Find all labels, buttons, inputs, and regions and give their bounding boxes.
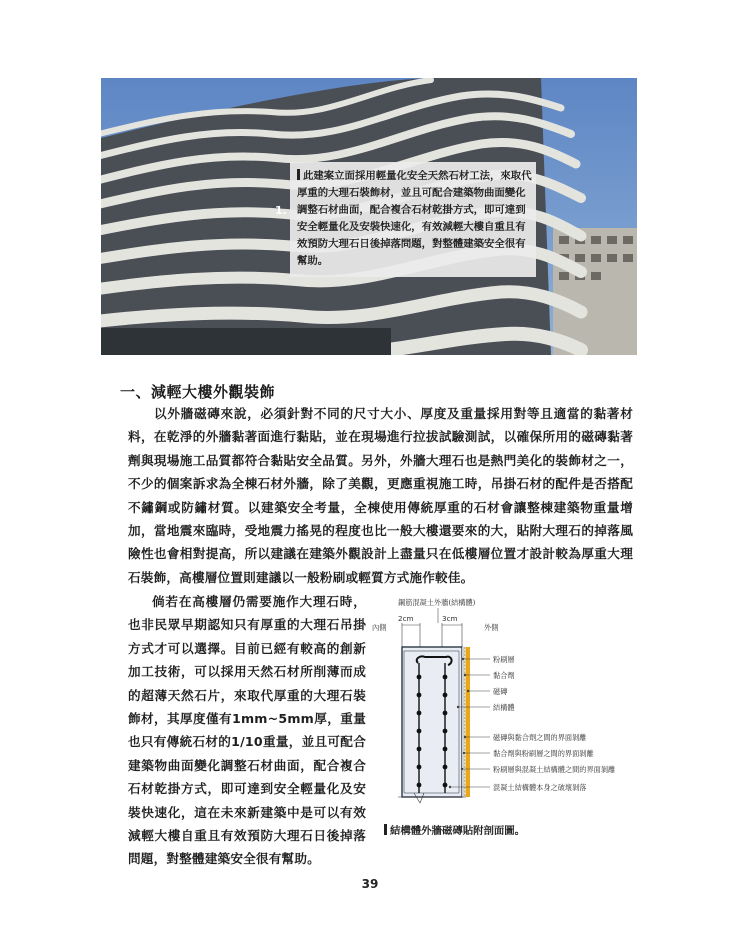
dim-2cm: 2cm xyxy=(398,614,414,623)
dim-3cm: 3cm xyxy=(442,614,458,623)
photo-caption xyxy=(297,168,533,270)
figure-caption-marker xyxy=(384,824,387,835)
figure-caption xyxy=(384,822,525,837)
caption-marker xyxy=(297,169,300,180)
failure-3: 粉刷層與混凝土結構體之間的界面剝離 xyxy=(493,765,616,774)
photo-caption-text: 此建案立面採用輕量化安全天然石材工法，來取代厚重的大理石裝飾材，並且可配合建築物曲面變化調整石材曲面，配合複合石材乾掛方式，即可達到安全輕量化及安裝快速化，有效減輕大樓自重且有效預防大理石日後掉落問題，對整體建築安全很有幫助。 xyxy=(297,170,532,267)
photo-number: 1. xyxy=(275,204,287,217)
paragraph-2: 倘若在高樓層仍需要施作大理石時，也非民眾早期認知只有厚重的大理石吊掛方式才可以選擇。目前已經有較高的創新加工技術，可以採用天然石材所削薄而成的超薄天然石片，來取代厚重的大理石裝飾材，其厚度僅有1mm~5mm厚，重量也只有傳統石材的1/10重量，並且可配合建築物曲面變化調整石材曲面，配合複合石材乾掛方式，即可達到安全輕量化及安裝快速化，這在未來新建築中是可以有效減輕大樓自重且有效預防大理石日後掉落問題，對整體建築安全很有幫助。 xyxy=(128,594,366,867)
failure-1: 磁磚與黏合劑之間的界面剝離 xyxy=(493,733,587,742)
failure-2: 黏合劑與粉刷層之間的界面剝離 xyxy=(493,749,594,758)
page-number: 39 xyxy=(361,877,379,891)
failure-4: 混凝土結構體本身之破壞剝落 xyxy=(493,783,587,792)
wall-section-svg xyxy=(362,597,646,819)
figure-caption-text: 結構體外牆磁磚貼附剖面圖。 xyxy=(390,825,526,837)
label-inner: 內側 xyxy=(372,623,387,632)
wall-section-diagram xyxy=(362,597,646,819)
label-outer: 外側 xyxy=(484,623,499,632)
paragraph-1: 以外牆磁磚來說，必須針對不同的尺寸大小、厚度及重量採用對等且適當的黏著材料，在乾淨的外牆黏著面進行黏貼，並在現場進行拉拔試驗測試，以確保所用的磁磚黏著劑與現場施工品質都符合黏貼安全品質。另外，外牆大理石也是熱門美化的裝飾材之一，不少的個案訴求為全棟石材外牆，除了美觀，更應重視施工時，吊掛石材的配件是否搭配不鏽鋼或防鏽材質。以建築安全考量，全棟使用傳統厚重的石材會讓整棟建築物重量增加，當地震來臨時，受地震力搖晃的程度也比一般大樓還要來的大，貼附大理石的掉落風險性也會相對提高，所以建議在建築外觀設計上盡量只在低樓層位置才設計較為厚重大理石裝飾，高樓層位置則建議以一般粉刷或輕質方式施作較佳。 xyxy=(128,406,633,585)
layer-structure: 結構體 xyxy=(493,703,515,712)
diagram-title: 鋼筋混凝土外牆(結構體) xyxy=(398,598,476,607)
section-title: 一、減輕大樓外觀裝飾 xyxy=(120,383,276,401)
layer-plaster: 粉刷層 xyxy=(493,655,515,664)
layer-tile: 磁磚 xyxy=(493,687,508,696)
layer-adhesive: 黏合劑 xyxy=(493,671,515,680)
